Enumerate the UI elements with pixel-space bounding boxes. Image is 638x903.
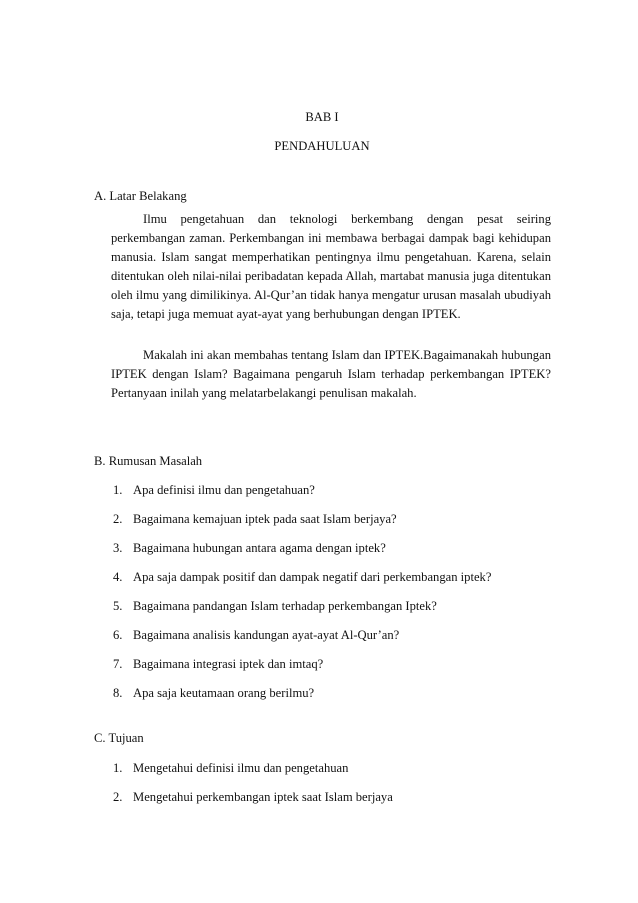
list-item: 5. Bagaimana pandangan Islam terhadap perkembangan Iptek?: [113, 599, 437, 613]
list-item: 1. Apa definisi ilmu dan pengetahuan?: [113, 483, 315, 497]
paragraph-2-text: Makalah ini akan membahas tentang Islam dan IPTEK.Bagaimanakah hubungan IPTEK dengan Islam? Bagaimana pengaruh Islam terhadap perkembangan IPTEK? Pertanyaan inilah yang melatarbelakangi penulisan makalah.: [111, 348, 551, 400]
list-item: 8. Apa saja keutamaan orang berilmu?: [113, 686, 315, 700]
chapter-number: BAB I: [305, 110, 339, 124]
chapter-title: PENDAHULUAN: [274, 139, 370, 153]
list-item: 3. Bagaimana hubungan antara agama dengan iptek?: [113, 541, 386, 555]
list-item: 2. Mengetahui perkembangan iptek saat Islam berjaya: [113, 790, 393, 804]
list-item: 2. Bagaimana kemajuan iptek pada saat Islam berjaya?: [113, 512, 397, 526]
paragraph-2: [111, 346, 551, 403]
section-c-heading: C. Tujuan: [94, 731, 144, 745]
section-a-heading: A. Latar Belakang: [94, 189, 187, 203]
goal-list: [113, 760, 393, 818]
section-b-heading: B. Rumusan Masalah: [94, 454, 203, 468]
paragraph-1-text: Ilmu pengetahuan dan teknologi berkembang dengan pesat seiring perkembangan zaman. Perkembangan ini membawa berbagai dampak bagi kehidupan manusia. Islam sangat memperhatikan pentingnya ilmu pengetahuan. Karena, selain ditentukan oleh nilai-nilai peribadatan kepada Allah, martabat manusia juga ditentukan oleh ilmu yang dimilikinya. Al-Qur’an tidak hanya mengatur urusan masalah ubudiyah saja, tetapi juga memuat ayat-ayat yang berhubungan dengan IPTEK.: [111, 212, 551, 321]
list-item: 1. Mengetahui definisi ilmu dan pengetahuan: [113, 761, 349, 775]
list-item: 4. Apa saja dampak positif dan dampak negatif dari perkembangan iptek?: [113, 570, 492, 584]
list-item: 7. Bagaimana integrasi iptek dan imtaq?: [113, 657, 324, 671]
paragraph-1: [111, 210, 551, 324]
problem-list: [113, 482, 491, 714]
list-item: 6. Bagaimana analisis kandungan ayat-ayat Al-Qur’an?: [113, 628, 400, 642]
